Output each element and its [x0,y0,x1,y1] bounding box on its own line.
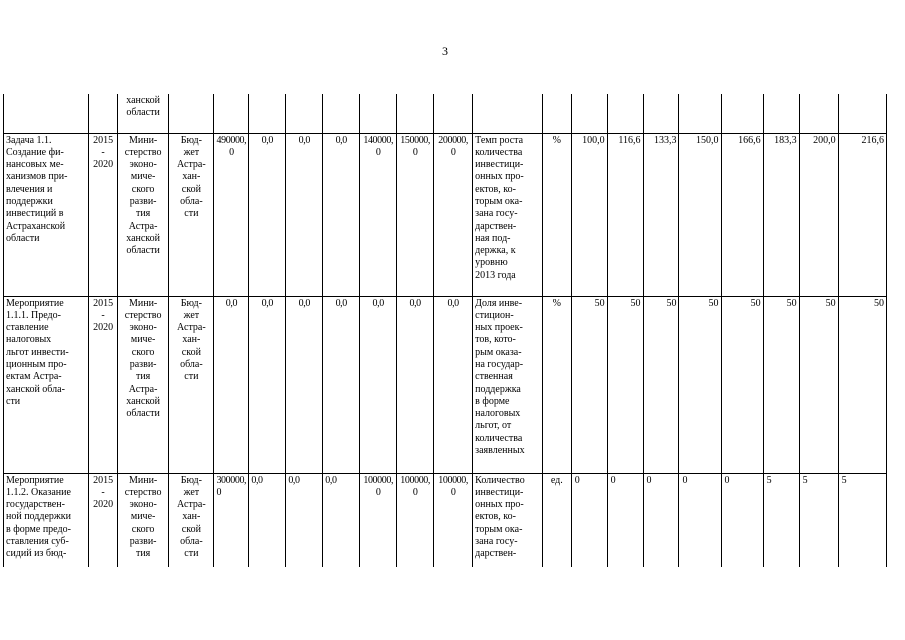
executor-line: разви- [129,535,157,547]
source-line: жет [183,486,200,498]
source-cell [169,296,214,473]
value-cell [607,94,643,133]
years-line: 2015 [93,474,114,486]
unit-cell: % [542,133,571,296]
name-line: Мероприятие [6,474,64,486]
name-line: налоговых [6,334,52,346]
name-line: 1.1.2. Оказание [6,486,71,498]
value-cell: 5 [763,473,799,567]
finance-cell: 0,0 [286,133,323,296]
value-cell: 200,0 [799,133,838,296]
finance-cell: 100000,0 [434,473,473,567]
indicator-cell [473,133,543,296]
value-cell: 5 [838,473,886,567]
value-cell: 50 [679,296,721,473]
name-line: области [6,232,40,244]
indicator-line: заявленных [475,445,525,457]
finance-cell: 0,0 [323,296,360,473]
finance-cell: 0,0 [397,296,434,473]
executor-line: миче- [130,171,156,183]
indicator-line: дарствен- [475,220,517,232]
finance-cell [286,94,323,133]
value-cell: 116,6 [607,133,643,296]
years-line: 2020 [93,159,114,171]
value-cell: 0 [643,473,679,567]
name-line: ной поддержки [6,511,71,523]
finance-cell: 140000,0 [360,133,397,296]
source-line: сти [184,371,199,383]
value-cell [838,94,886,133]
name-line: ханизмов при- [6,171,68,183]
finance-cell [360,94,397,133]
executor-line: области [126,107,160,119]
finance-cell: 0,0 [286,296,323,473]
executor-line: Астра- [128,220,158,232]
source-line: ской [181,523,201,535]
years-line: - [101,486,105,498]
indicator-line: онных про- [475,499,524,511]
source-line: жет [183,146,200,158]
indicator-line: торым ока- [475,523,523,535]
executor-line: ханской [126,95,161,106]
indicator-line: инвестици- [475,159,524,171]
indicator-line: количества [475,146,523,158]
indicator-cell [473,473,543,567]
name-cell [4,94,89,133]
finance-cell: 0,0 [249,296,286,473]
source-line: Астра- [177,499,206,511]
executor-line: эконо- [129,159,157,171]
value-cell [721,94,763,133]
executor-line: ского [131,346,155,358]
executor-line: миче- [130,334,156,346]
executor-line: ского [131,523,155,535]
unit-cell: % [542,296,571,473]
executor-line: тия [135,371,151,383]
years-cell [89,296,118,473]
indicator-line: зана госу- [475,535,518,547]
finance-cell: 0,0 [434,296,473,473]
source-line: обла- [180,195,203,207]
finance-cell [434,94,473,133]
value-cell: 0 [571,473,607,567]
indicator-cell [473,94,543,133]
finance-cell: 100000,0 [397,473,434,567]
source-cell [169,473,214,567]
executor-line: Мини- [128,297,158,309]
executor-line: тия [135,208,151,220]
indicator-line: дарствен- [475,548,517,560]
unit-cell: ед. [542,473,571,567]
value-cell [679,94,721,133]
source-line: ской [181,346,201,358]
program-table [3,94,887,567]
name-line: влечения и [6,183,53,195]
finance-cell [249,94,286,133]
finance-cell: 490000,0 [214,133,249,296]
executor-cell [117,94,168,133]
indicator-line: ектов, ко- [475,511,516,523]
name-line: сти [6,395,21,407]
value-cell [763,94,799,133]
source-line: обла- [180,535,203,547]
table-row-measure-1-1-1 [4,296,887,473]
value-cell: 0 [679,473,721,567]
value-cell [643,94,679,133]
executor-line: ханской [126,232,161,244]
name-line: поддержки [6,195,53,207]
years-line: 2020 [93,499,114,511]
value-cell: 50 [763,296,799,473]
indicator-line: ственная [475,371,513,383]
years-line: 2020 [93,322,114,334]
source-line: Астра- [177,322,206,334]
finance-cell [323,94,360,133]
indicator-line: держка, к [475,245,516,257]
indicator-line: уровню [475,257,508,269]
value-cell: 0 [721,473,763,567]
name-line: ектам Астра- [6,371,62,383]
executor-line: Астра- [128,383,158,395]
name-line: Создание фи- [6,146,64,158]
indicator-line: Темп роста [475,134,524,146]
finance-cell: 0,0 [214,296,249,473]
name-line: Астраханской [6,220,66,232]
name-line: Задача 1.1. [6,134,52,146]
source-line: обла- [180,358,203,370]
years-line: 2015 [93,134,114,146]
indicator-line: поддержка [475,383,521,395]
finance-cell: 200000,0 [434,133,473,296]
name-line: ханской обла- [6,383,65,395]
name-cell [4,473,89,567]
indicator-line: онных про- [475,171,524,183]
value-cell: 50 [838,296,886,473]
value-cell: 150,0 [679,133,721,296]
source-line: хан- [182,511,201,523]
indicator-line: ная под- [475,232,511,244]
source-line: Астра- [177,159,206,171]
executor-line: тия [135,548,151,560]
value-cell: 50 [721,296,763,473]
finance-cell [214,94,249,133]
table-row-continuation [4,94,887,133]
years-line: - [101,309,105,321]
executor-cell [117,473,168,567]
table-row-task-1-1 [4,133,887,296]
executor-line: Мини- [128,474,158,486]
indicator-line: инвестици- [475,486,524,498]
table-row-measure-1-1-2 [4,473,887,567]
name-line: в форме предо- [6,523,71,535]
finance-cell: 0,0 [323,473,360,567]
executor-cell [117,296,168,473]
years-line: - [101,146,105,158]
source-line: Бюд- [180,474,202,486]
indicator-line: стицион- [475,309,514,321]
indicator-line: в форме [475,395,510,407]
value-cell: 133,3 [643,133,679,296]
executor-line: стерство [124,146,162,158]
years-line: 2015 [93,297,114,309]
finance-cell: 0,0 [286,473,323,567]
years-cell [89,133,118,296]
indicator-line: льгот, от [475,420,512,432]
name-line: ставление [6,322,49,334]
value-cell: 100,0 [571,133,607,296]
source-line: Бюд- [180,134,202,146]
source-cell [169,94,214,133]
name-line: 1.1.1. Предо- [6,309,61,321]
indicator-line: рым оказа- [475,346,522,358]
executor-line: ханской [126,395,161,407]
source-cell [169,133,214,296]
indicator-line: тов, кото- [475,334,516,346]
name-line: государствен- [6,499,65,511]
value-cell: 50 [571,296,607,473]
value-cell: 216,6 [838,133,886,296]
source-line: хан- [182,334,201,346]
executor-line: разви- [129,358,157,370]
name-cell [4,133,89,296]
indicator-cell [473,296,543,473]
name-line: Мероприятие [6,297,64,309]
value-cell: 50 [607,296,643,473]
indicator-line: количества [475,432,523,444]
executor-line: стерство [124,309,162,321]
value-cell: 50 [799,296,838,473]
indicator-line: ных проек- [475,322,523,334]
executor-line: области [126,245,160,257]
value-cell: 5 [799,473,838,567]
executor-line: ского [131,183,155,195]
executor-line: стерство [124,486,162,498]
indicator-line: зана госу- [475,208,518,220]
indicator-line: Доля инве- [475,297,523,309]
finance-cell: 100000,0 [360,473,397,567]
executor-line: разви- [129,195,157,207]
executor-line: Мини- [128,134,158,146]
indicator-line: 2013 года [475,269,516,281]
name-line: инвестиций в [6,208,64,220]
finance-cell [397,94,434,133]
finance-cell: 0,0 [360,296,397,473]
unit-cell [542,94,571,133]
value-cell [799,94,838,133]
name-line: ционным про- [6,358,67,370]
name-line: льгот инвести- [6,346,69,358]
executor-line: эконо- [129,322,157,334]
years-cell [89,473,118,567]
value-cell [571,94,607,133]
finance-cell: 0,0 [323,133,360,296]
value-cell: 0 [607,473,643,567]
name-line: ставления суб- [6,535,69,547]
indicator-line: налоговых [475,408,521,420]
source-line: Бюд- [180,297,202,309]
finance-cell: 0,0 [249,473,286,567]
value-cell: 50 [643,296,679,473]
name-cell [4,296,89,473]
executor-line: миче- [130,511,156,523]
name-line: сидий из бюд- [6,548,67,560]
finance-cell: 150000,0 [397,133,434,296]
source-line: сти [184,208,199,220]
source-line: хан- [182,171,201,183]
value-cell: 166,6 [721,133,763,296]
executor-cell [117,133,168,296]
source-line: сти [184,548,199,560]
finance-cell: 300000,0 [214,473,249,567]
executor-line: области [126,408,160,420]
name-line: нансовых ме- [6,159,64,171]
indicator-line: торым ока- [475,195,523,207]
years-cell [89,94,118,133]
page-number: 3 [442,44,448,58]
finance-cell: 0,0 [249,133,286,296]
source-line: ской [181,183,201,195]
executor-line: эконо- [129,499,157,511]
indicator-line: Количество [475,474,525,486]
source-line: жет [183,309,200,321]
indicator-line: на государ- [475,358,524,370]
indicator-line: ектов, ко- [475,183,516,195]
value-cell: 183,3 [763,133,799,296]
